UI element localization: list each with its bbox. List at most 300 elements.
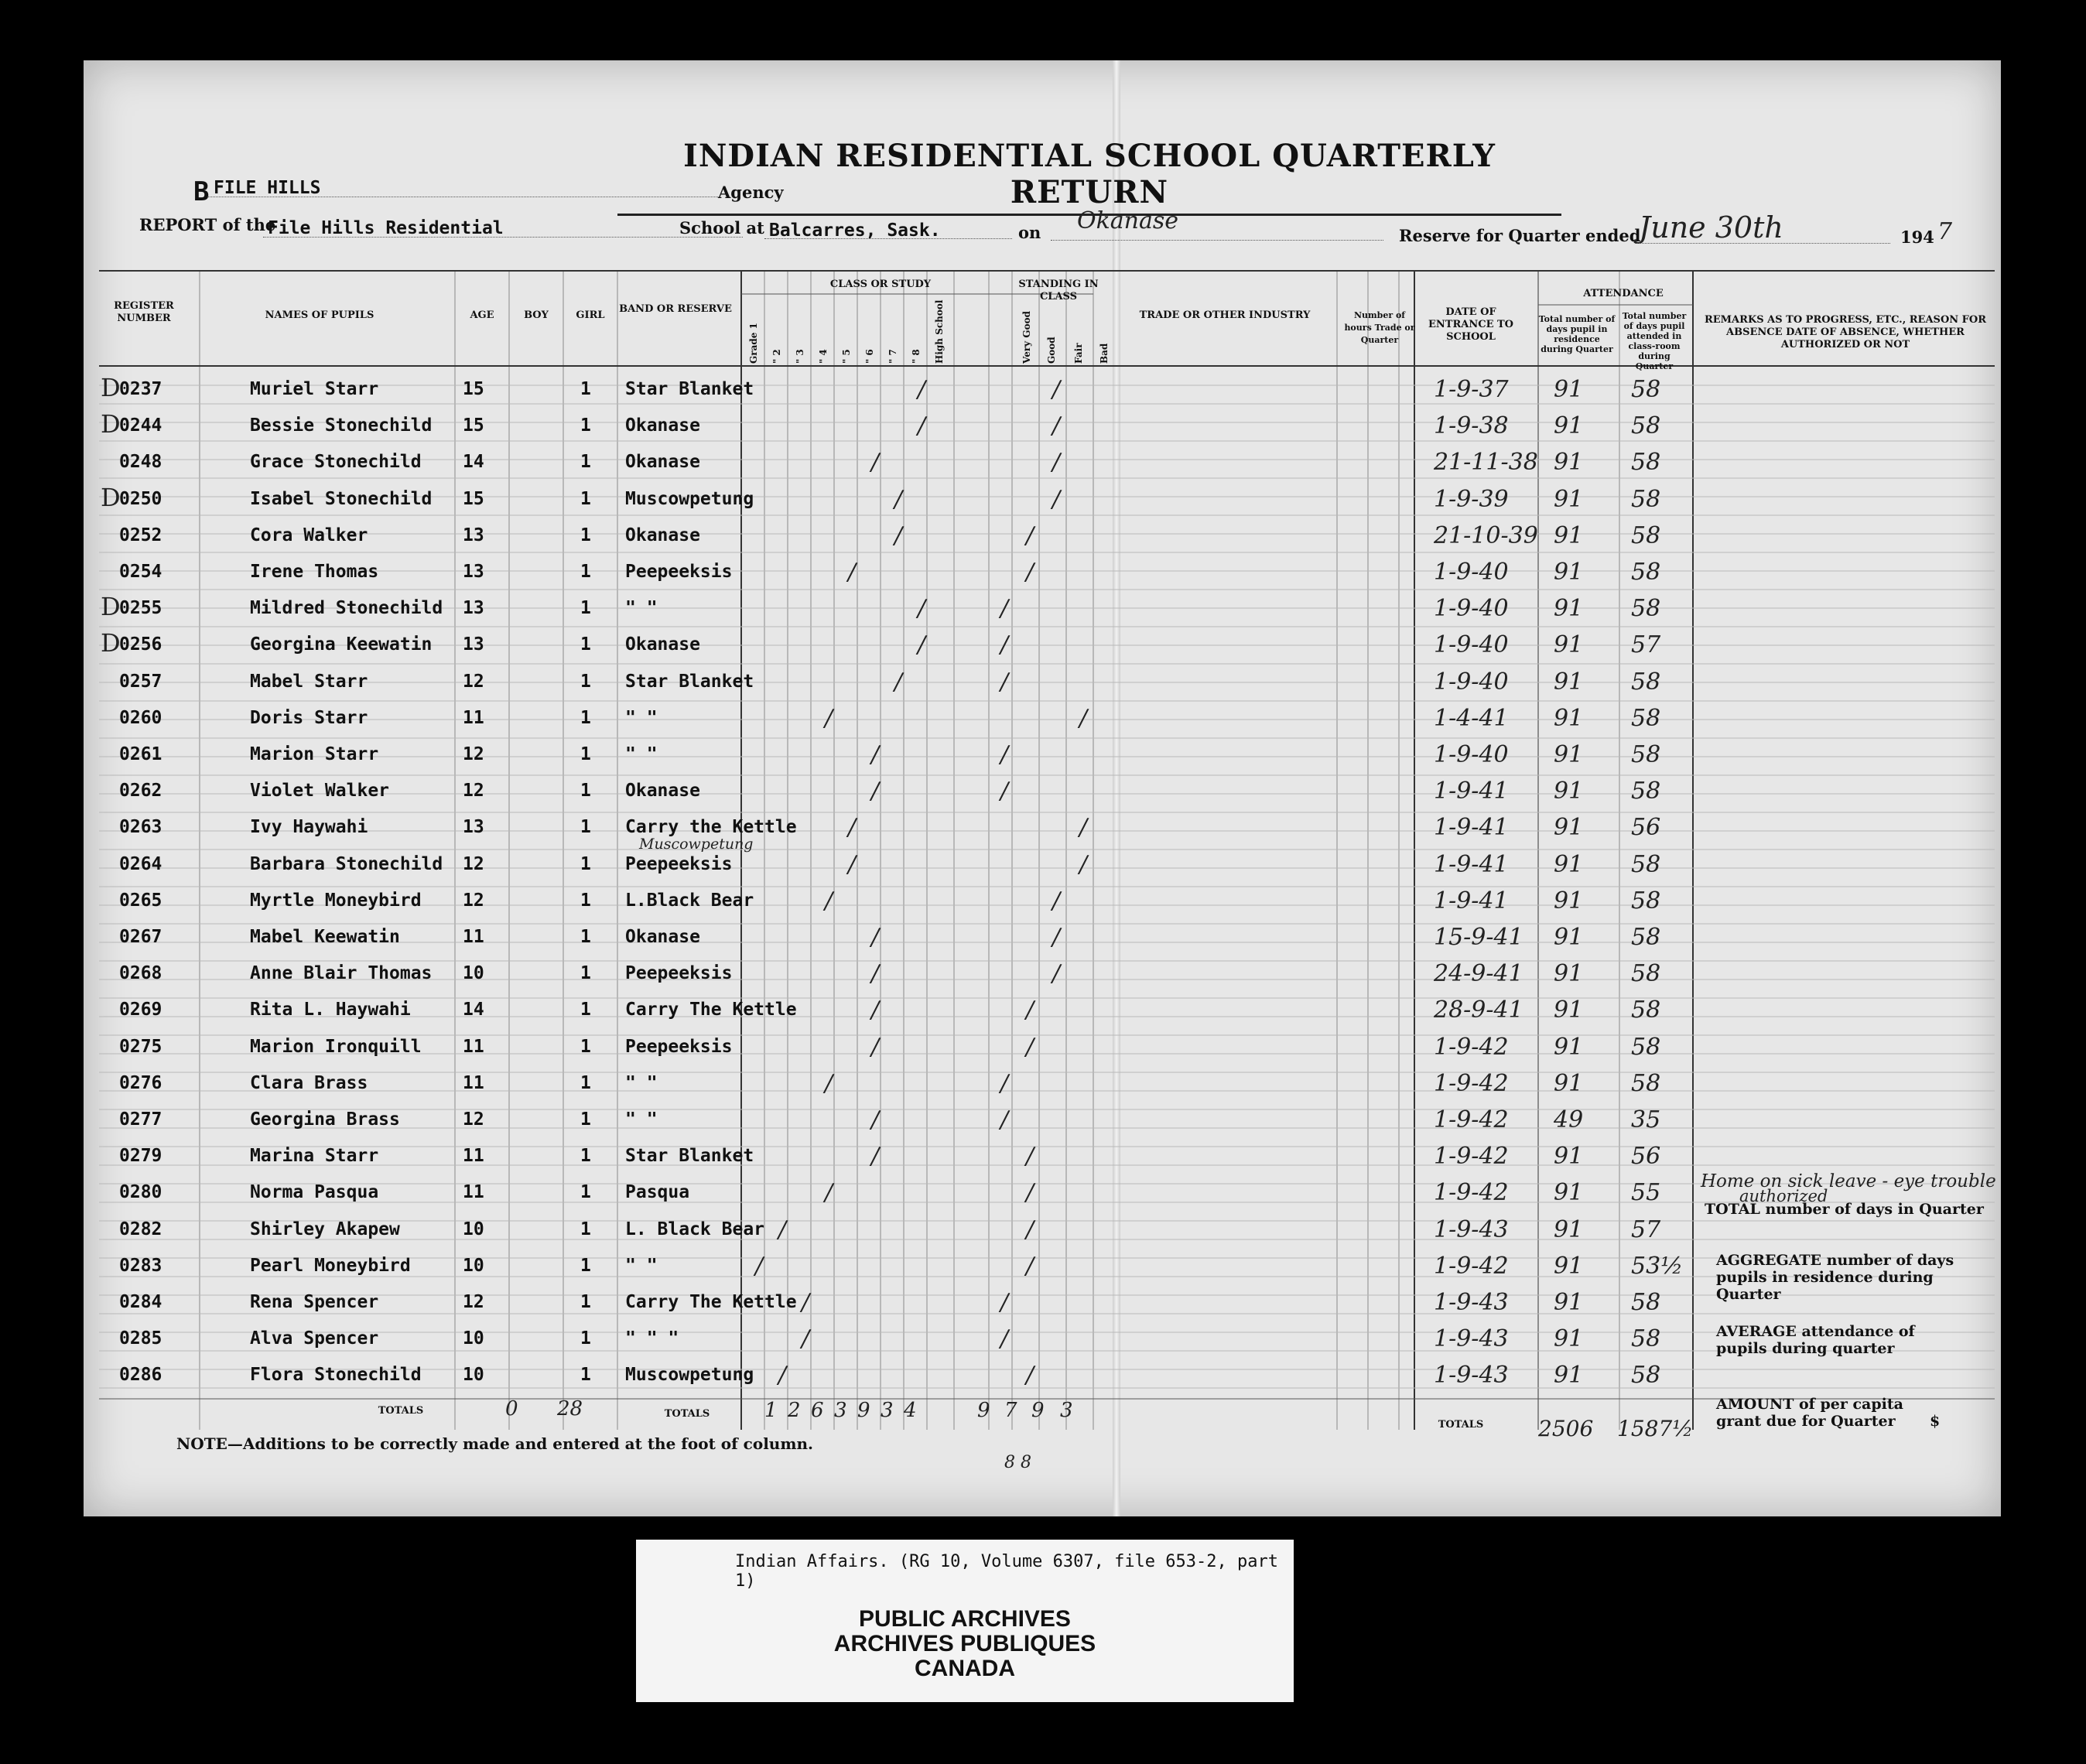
row-4-class-days: 58 <box>1631 485 1661 513</box>
totals-res: 2506 <box>1538 1416 1594 1441</box>
row-3-name: Grace Stonechild <box>250 452 422 473</box>
row-25-age: 10 <box>463 1255 484 1276</box>
row-23-name: Norma Pasqua <box>250 1182 379 1203</box>
row-24-grade-tick: / <box>778 1215 787 1243</box>
row-24-girl: 1 <box>580 1219 591 1239</box>
row-16-register: 0267 <box>119 927 162 947</box>
row-24-date: 1-9-43 <box>1434 1215 1509 1243</box>
row-7-name: Mildred Stonechild <box>250 598 443 619</box>
row-4-standing-tick: / <box>1052 485 1061 513</box>
row-4-date: 1-9-39 <box>1434 485 1509 513</box>
row-21-name: Georgina Brass <box>250 1109 400 1130</box>
row-11-date: 1-9-40 <box>1434 741 1509 768</box>
row-20-register: 0276 <box>119 1072 162 1093</box>
row-7-date: 1-9-40 <box>1434 595 1509 623</box>
header-class-study: CLASS OR STUDY <box>829 279 932 290</box>
row-3-residence-days: 91 <box>1554 449 1584 477</box>
form-title: INDIAN RESIDENTIAL SCHOOL QUARTERLY RETURN <box>617 138 1561 216</box>
row-25-grade-tick: / <box>755 1252 764 1280</box>
row-2-register: 0244 <box>119 415 162 436</box>
row-14-age: 12 <box>463 853 484 874</box>
row-21-age: 12 <box>463 1109 484 1130</box>
row-27-age: 10 <box>463 1328 484 1349</box>
on-label: on <box>1018 223 1041 242</box>
row-25-band: " " <box>625 1255 658 1276</box>
totals-girl: 28 <box>557 1397 583 1420</box>
row-22-girl: 1 <box>580 1146 591 1167</box>
row-1-girl: 1 <box>580 379 591 399</box>
row-27-name: Alva Spencer <box>250 1328 379 1349</box>
header-trade: TRADE OR OTHER INDUSTRY <box>1139 309 1311 321</box>
row-25-name: Pearl Moneybird <box>250 1255 411 1276</box>
row-23-age: 11 <box>463 1182 484 1203</box>
row-20-standing-tick: / <box>1000 1069 1009 1097</box>
row-26-age: 12 <box>463 1292 484 1312</box>
row-2-girl: 1 <box>580 415 591 436</box>
row-18-class-days: 58 <box>1631 997 1661 1024</box>
row-27-register: 0285 <box>119 1328 162 1349</box>
row-19-age: 11 <box>463 1036 484 1057</box>
header-register: REGISTER NUMBER <box>114 300 174 324</box>
row-6-band: Peepeeksis <box>625 562 733 582</box>
row-5-class-days: 58 <box>1631 521 1661 549</box>
row-13-standing-tick: / <box>1079 814 1088 842</box>
header-date-entrance: DATE OF ENTRANCE TO SCHOOL <box>1428 306 1514 343</box>
row-9-age: 12 <box>463 671 484 692</box>
header-grade-6: " 6 <box>864 349 875 364</box>
remark-average: AVERAGE attendance of pupils during quarter <box>1716 1323 1915 1357</box>
row-20-grade-tick: / <box>825 1069 833 1097</box>
row-22-grade-tick: / <box>871 1143 880 1171</box>
row-28-residence-days: 91 <box>1554 1362 1584 1390</box>
row-27-band: " " " <box>625 1328 679 1349</box>
row-14-girl: 1 <box>580 853 591 874</box>
row-27-girl: 1 <box>580 1328 591 1349</box>
row-20-girl: 1 <box>580 1072 591 1093</box>
row-27-residence-days: 91 <box>1554 1325 1584 1353</box>
row-14-date: 1-9-41 <box>1434 850 1509 878</box>
row-23-girl: 1 <box>580 1182 591 1203</box>
row-2-mark: D <box>101 409 121 439</box>
totals-label: TOTALS <box>378 1405 424 1417</box>
row-26-name: Rena Spencer <box>250 1292 379 1312</box>
row-22-residence-days: 91 <box>1554 1143 1584 1171</box>
row-21-class-days: 35 <box>1631 1106 1661 1133</box>
row-3-girl: 1 <box>580 452 591 473</box>
row-3-standing-tick: / <box>1052 449 1061 477</box>
row-20-class-days: 58 <box>1631 1069 1661 1097</box>
row-6-girl: 1 <box>580 562 591 582</box>
row-21-date: 1-9-42 <box>1434 1106 1509 1133</box>
row-6-date: 1-9-40 <box>1434 559 1509 586</box>
header-hours: Number of hours Trade or Quarter <box>1344 310 1415 345</box>
totals-standing-2: 7 <box>1004 1399 1017 1422</box>
row-17-register: 0268 <box>119 963 162 984</box>
row-12-grade-tick: / <box>871 778 880 805</box>
row-5-grade-tick: / <box>894 521 903 549</box>
form-note: NOTE—Additions to be correctly made and entered at the foot of column. <box>176 1434 813 1453</box>
row-11-residence-days: 91 <box>1554 741 1584 768</box>
header-standing-1: Very Good <box>1021 311 1032 364</box>
row-12-band: Okanase <box>625 781 700 802</box>
header-band: BAND OR RESERVE <box>619 303 732 315</box>
row-16-residence-days: 91 <box>1554 924 1584 951</box>
row-24-age: 10 <box>463 1219 484 1239</box>
row-16-class-days: 58 <box>1631 924 1661 951</box>
header-attendance: ATTENDANCE <box>1583 288 1664 299</box>
row-13-band: Carry the Kettle <box>625 817 797 838</box>
row-27-grade-tick: / <box>802 1325 810 1353</box>
row-15-class-days: 58 <box>1631 887 1661 914</box>
row-26-date: 1-9-43 <box>1434 1289 1509 1316</box>
row-12-residence-days: 91 <box>1554 778 1584 805</box>
row-12-class-days: 58 <box>1631 778 1661 805</box>
school-value: Balcarres, Sask. <box>769 220 941 241</box>
row-25-class-days: 53½ <box>1631 1252 1684 1280</box>
row-17-grade-tick: / <box>871 960 880 988</box>
agency-value: FILE HILLS <box>214 178 321 198</box>
totals-cls: 1587½ <box>1617 1416 1694 1441</box>
row-15-grade-tick: / <box>825 887 833 914</box>
archive-line2: ARCHIVES PUBLIQUES <box>833 1631 1096 1656</box>
row-10-register: 0260 <box>119 707 162 728</box>
row-3-date: 21-11-38 <box>1434 449 1538 477</box>
row-4-register: 0250 <box>119 488 162 509</box>
row-15-date: 1-9-41 <box>1434 887 1509 914</box>
row-16-girl: 1 <box>580 927 591 947</box>
row-11-name: Marion Starr <box>250 744 379 764</box>
row-9-class-days: 58 <box>1631 668 1661 696</box>
row-9-grade-tick: / <box>894 668 903 696</box>
row-4-girl: 1 <box>580 488 591 509</box>
row-7-grade-tick: / <box>918 595 926 623</box>
report-label: REPORT of the <box>139 215 276 234</box>
row-11-grade-tick: / <box>871 741 880 768</box>
row-14-register: 0264 <box>119 853 162 874</box>
row-9-band: Star Blanket <box>625 671 754 692</box>
row-2-age: 15 <box>463 415 484 436</box>
header-boy: BOY <box>524 309 549 321</box>
header-grade-9: High School <box>934 299 945 364</box>
row-7-girl: 1 <box>580 598 591 619</box>
row-25-standing-tick: / <box>1026 1252 1034 1280</box>
row-22-name: Marina Starr <box>250 1146 379 1167</box>
row-8-date: 1-9-40 <box>1434 631 1509 659</box>
row-13-age: 13 <box>463 817 484 838</box>
row-10-name: Doris Starr <box>250 707 368 728</box>
header-remarks: REMARKS AS TO PROGRESS, ETC., REASON FOR ABSENCE DATE OF ABSENCE, WHETHER AUTHORIZED OR NOT <box>1704 314 1987 350</box>
row-4-mark: D <box>101 482 121 512</box>
row-20-age: 11 <box>463 1072 484 1093</box>
row-11-standing-tick: / <box>1000 741 1009 768</box>
row-26-girl: 1 <box>580 1292 591 1312</box>
row-26-band: Carry The Kettle <box>625 1292 797 1312</box>
row-10-age: 11 <box>463 707 484 728</box>
row-16-standing-tick: / <box>1052 924 1061 951</box>
row-8-age: 13 <box>463 634 484 655</box>
row-27-date: 1-9-43 <box>1434 1325 1509 1353</box>
totals-grade-1: 1 <box>764 1399 778 1422</box>
remark-total-days: TOTAL number of days in Quarter <box>1705 1201 1984 1218</box>
header-names: NAMES OF PUPILS <box>265 309 374 321</box>
remark-authorized: authorized <box>1739 1187 1828 1205</box>
row-21-girl: 1 <box>580 1109 591 1130</box>
corner-mark: B <box>193 176 210 207</box>
row-6-register: 0254 <box>119 562 162 582</box>
form-page <box>84 60 2001 1516</box>
row-23-residence-days: 91 <box>1554 1179 1584 1207</box>
row-3-band: Okanase <box>625 452 700 473</box>
row-24-name: Shirley Akapew <box>250 1219 400 1239</box>
row-12-date: 1-9-41 <box>1434 778 1509 805</box>
row-26-standing-tick: / <box>1000 1289 1009 1316</box>
header-grade-4: " 4 <box>818 349 829 364</box>
row-17-girl: 1 <box>580 963 591 984</box>
row-19-grade-tick: / <box>871 1033 880 1061</box>
row-22-date: 1-9-42 <box>1434 1143 1509 1171</box>
totals-grade-7: 4 <box>904 1399 917 1422</box>
row-1-residence-days: 91 <box>1554 376 1584 403</box>
row-22-register: 0279 <box>119 1146 162 1167</box>
header-att-class: Total number of days pupil attended in class-room during Quarter <box>1622 311 1687 371</box>
row-21-register: 0277 <box>119 1109 162 1130</box>
row-3-grade-tick: / <box>871 449 880 477</box>
row-27-class-days: 58 <box>1631 1325 1661 1353</box>
row-14-name: Barbara Stonechild <box>250 853 443 874</box>
totals-standing-3: 9 <box>1031 1399 1045 1422</box>
row-1-name: Muriel Starr <box>250 379 379 399</box>
row-22-standing-tick: / <box>1026 1143 1034 1171</box>
remark-aggregate: AGGREGATE number of days pupils in residence during Quarter <box>1716 1252 1954 1303</box>
row-6-residence-days: 91 <box>1554 559 1584 586</box>
row-9-date: 1-9-40 <box>1434 668 1509 696</box>
row-7-mark: D <box>101 592 121 622</box>
totals-standing-4: 3 <box>1060 1399 1073 1422</box>
row-24-band: L. Black Bear <box>625 1219 765 1239</box>
row-10-girl: 1 <box>580 707 591 728</box>
row-18-residence-days: 91 <box>1554 997 1584 1024</box>
row-24-standing-tick: / <box>1026 1215 1034 1243</box>
remark-sick-leave: Home on sick leave - eye trouble <box>1701 1171 1996 1191</box>
totals-class-label: TOTALS <box>664 1408 710 1420</box>
row-8-band: Okanase <box>625 634 700 655</box>
row-8-grade-tick: / <box>918 631 926 659</box>
row-3-class-days: 58 <box>1631 449 1661 477</box>
row-7-band: " " <box>625 598 658 619</box>
row-9-residence-days: 91 <box>1554 668 1584 696</box>
row-24-register: 0282 <box>119 1219 162 1239</box>
row-26-residence-days: 91 <box>1554 1289 1584 1316</box>
row-21-band: " " <box>625 1109 658 1130</box>
row-13-grade-tick: / <box>848 814 857 842</box>
header-att-residence: Total number of days pupil in residence during Quarter <box>1538 314 1616 354</box>
row-12-standing-tick: / <box>1000 778 1009 805</box>
row-1-age: 15 <box>463 379 484 399</box>
row-6-standing-tick: / <box>1026 559 1034 586</box>
row-4-age: 15 <box>463 488 484 509</box>
row-5-register: 0252 <box>119 525 162 545</box>
row-12-girl: 1 <box>580 781 591 802</box>
row-23-band: Pasqua <box>625 1182 690 1203</box>
row-14-grade-tick: / <box>848 850 857 878</box>
row-28-class-days: 58 <box>1631 1362 1661 1390</box>
row-18-date: 28-9-41 <box>1434 997 1523 1024</box>
on-value: Okanase <box>1077 207 1179 234</box>
row-5-age: 13 <box>463 525 484 545</box>
row-18-age: 14 <box>463 1000 484 1020</box>
row-2-class-days: 58 <box>1631 412 1661 440</box>
row-8-girl: 1 <box>580 634 591 655</box>
totals-boy: 0 <box>505 1397 518 1420</box>
row-1-class-days: 58 <box>1631 376 1661 403</box>
row-14-band-note: Muscowpetung <box>639 835 754 853</box>
row-5-girl: 1 <box>580 525 591 545</box>
row-8-standing-tick: / <box>1000 631 1009 659</box>
row-16-name: Mabel Keewatin <box>250 927 400 947</box>
row-10-residence-days: 91 <box>1554 704 1584 732</box>
row-17-standing-tick: / <box>1052 960 1061 988</box>
row-7-class-days: 58 <box>1631 595 1661 623</box>
header-grade-7: " 7 <box>887 349 898 364</box>
report-value: File Hills Residential <box>268 218 504 238</box>
header-girl: GIRL <box>576 309 605 321</box>
row-28-standing-tick: / <box>1026 1362 1034 1390</box>
row-17-date: 24-9-41 <box>1434 960 1523 988</box>
row-20-name: Clara Brass <box>250 1072 368 1093</box>
row-2-band: Okanase <box>625 415 700 436</box>
totals-grade-2: 2 <box>788 1399 801 1422</box>
row-21-grade-tick: / <box>871 1106 880 1133</box>
row-25-girl: 1 <box>580 1255 591 1276</box>
row-19-band: Peepeeksis <box>625 1036 733 1057</box>
archive-line3: CANADA <box>915 1656 1015 1681</box>
row-4-grade-tick: / <box>894 485 903 513</box>
row-13-residence-days: 91 <box>1554 814 1584 842</box>
row-14-standing-tick: / <box>1079 850 1088 878</box>
row-16-grade-tick: / <box>871 924 880 951</box>
row-11-register: 0261 <box>119 744 162 764</box>
remark-amount: AMOUNT of per capita grant due for Quarter <box>1716 1396 1903 1430</box>
row-19-girl: 1 <box>580 1036 591 1057</box>
row-7-register: 0255 <box>119 598 162 619</box>
row-22-class-days: 56 <box>1631 1143 1661 1171</box>
row-17-name: Anne Blair Thomas <box>250 963 433 984</box>
row-5-standing-tick: / <box>1026 521 1034 549</box>
header-grade-1: Grade 1 <box>748 323 759 364</box>
row-28-name: Flora Stonechild <box>250 1365 422 1386</box>
archive-label <box>636 1540 1294 1702</box>
totals-grade-5: 9 <box>857 1399 870 1422</box>
row-13-date: 1-9-41 <box>1434 814 1509 842</box>
row-13-register: 0263 <box>119 817 162 838</box>
reserve-label: Reserve for Quarter ended <box>1399 226 1641 245</box>
row-4-band: Muscowpetung <box>625 488 754 509</box>
row-2-date: 1-9-38 <box>1434 412 1509 440</box>
header-grade-2: " 2 <box>771 349 782 364</box>
row-1-band: Star Blanket <box>625 379 754 399</box>
row-3-age: 14 <box>463 452 484 473</box>
row-10-date: 1-4-41 <box>1434 704 1509 732</box>
row-17-residence-days: 91 <box>1554 960 1584 988</box>
row-2-standing-tick: / <box>1052 412 1061 440</box>
row-8-register: 0256 <box>119 634 162 655</box>
row-18-name: Rita L. Haywahi <box>250 1000 411 1020</box>
header-grade-8: " 8 <box>911 349 922 364</box>
row-7-residence-days: 91 <box>1554 595 1584 623</box>
row-23-register: 0280 <box>119 1182 162 1203</box>
row-24-residence-days: 91 <box>1554 1215 1584 1243</box>
row-16-band: Okanase <box>625 927 700 947</box>
row-28-date: 1-9-43 <box>1434 1362 1509 1390</box>
row-9-register: 0257 <box>119 671 162 692</box>
row-18-grade-tick: / <box>871 997 880 1024</box>
row-13-name: Ivy Haywahi <box>250 817 368 838</box>
row-19-residence-days: 91 <box>1554 1033 1584 1061</box>
row-16-age: 11 <box>463 927 484 947</box>
row-6-grade-tick: / <box>848 559 857 586</box>
row-23-class-days: 55 <box>1631 1179 1661 1207</box>
row-5-band: Okanase <box>625 525 700 545</box>
year-prefix: 194 <box>1900 227 1934 247</box>
row-7-age: 13 <box>463 598 484 619</box>
totals-grade-4: 3 <box>834 1399 847 1422</box>
row-20-residence-days: 91 <box>1554 1069 1584 1097</box>
row-23-date: 1-9-42 <box>1434 1179 1509 1207</box>
row-1-grade-tick: / <box>918 376 926 403</box>
row-23-standing-tick: / <box>1026 1179 1034 1207</box>
row-19-date: 1-9-42 <box>1434 1033 1509 1061</box>
school-label: School at <box>679 218 764 238</box>
row-22-age: 11 <box>463 1146 484 1167</box>
totals-date-label: TOTALS <box>1438 1419 1484 1431</box>
row-28-band: Muscowpetung <box>625 1365 754 1386</box>
header-age: AGE <box>470 309 494 321</box>
row-18-standing-tick: / <box>1026 997 1034 1024</box>
row-17-band: Peepeeksis <box>625 963 733 984</box>
row-28-grade-tick: / <box>778 1362 787 1390</box>
row-28-age: 10 <box>463 1365 484 1386</box>
row-12-name: Violet Walker <box>250 781 390 802</box>
totals-standing-1: 9 <box>977 1399 990 1422</box>
row-11-class-days: 58 <box>1631 741 1661 768</box>
header-standing: STANDING IN CLASS <box>1018 279 1099 303</box>
row-26-grade-tick: / <box>802 1289 810 1316</box>
row-8-residence-days: 91 <box>1554 631 1584 659</box>
row-10-standing-tick: / <box>1079 704 1088 732</box>
row-18-register: 0269 <box>119 1000 162 1020</box>
row-23-grade-tick: / <box>825 1179 833 1207</box>
row-12-age: 12 <box>463 781 484 802</box>
row-14-class-days: 58 <box>1631 850 1661 878</box>
row-1-date: 1-9-37 <box>1434 376 1509 403</box>
totals-grade-3: 6 <box>811 1399 824 1422</box>
totals-grade-6: 3 <box>881 1399 894 1422</box>
row-5-date: 21-10-39 <box>1434 521 1538 549</box>
header-standing-3: Fair <box>1073 343 1084 364</box>
row-21-standing-tick: / <box>1000 1106 1009 1133</box>
row-19-standing-tick: / <box>1026 1033 1034 1061</box>
row-14-band: Peepeeksis <box>625 853 733 874</box>
row-13-class-days: 56 <box>1631 814 1661 842</box>
row-4-residence-days: 91 <box>1554 485 1584 513</box>
remark-dollar: $ <box>1930 1413 1941 1430</box>
row-26-register: 0284 <box>119 1292 162 1312</box>
row-18-band: Carry The Kettle <box>625 1000 797 1020</box>
row-13-girl: 1 <box>580 817 591 838</box>
header-grade-3: " 3 <box>795 349 805 364</box>
row-5-name: Cora Walker <box>250 525 368 545</box>
row-15-standing-tick: / <box>1052 887 1061 914</box>
